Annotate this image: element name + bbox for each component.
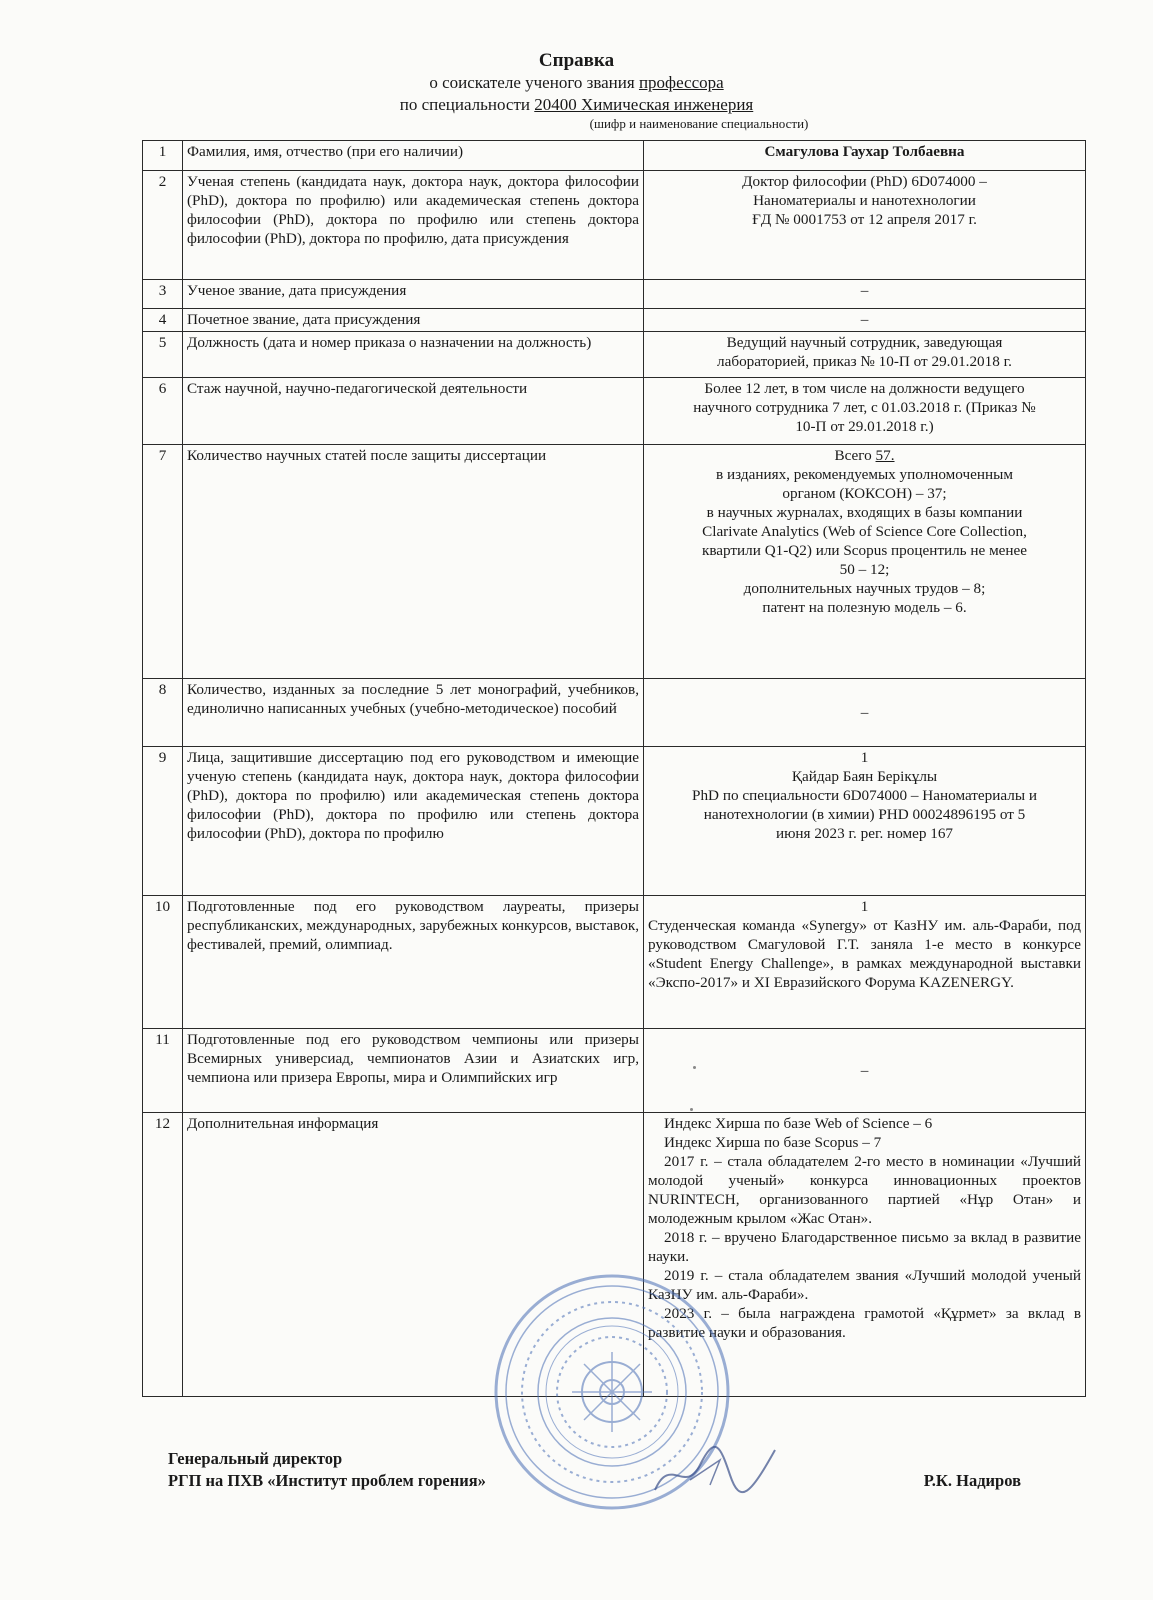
- table-row: [143, 309, 1086, 332]
- row-label: Подготовленные под его руководством лауреаты, призеры республиканских, международных, зарубежных конкурсов, выставок, фестивалей, премий, олимпиад.: [183, 896, 644, 1029]
- specialty-line: [0, 94, 1153, 116]
- value-line: 1: [860, 749, 869, 766]
- row-value: [644, 747, 1086, 896]
- row-value: [644, 445, 1086, 679]
- value-line: Доктор философии (PhD) 6D074000 –: [742, 173, 987, 190]
- row-label: Фамилия, имя, отчество (при его наличии): [183, 141, 644, 171]
- row-label: Количество научных статей после защиты диссертации: [183, 445, 644, 679]
- value-total: 57.: [875, 447, 895, 464]
- value-line: Более 12 лет, в том числе на должности ведущего: [704, 380, 1025, 397]
- row-number: 3: [143, 280, 183, 309]
- row-number: 10: [143, 896, 183, 1029]
- value-text: Студенческая команда «Synergy» от КазНУ им. аль-Фараби, под руководством Смагуловой Г.Т. заняла 1-е место в конкурсе «Student Energy Challenge», в рамках международной выставки «Экспо-2017» и XI Евразийского Форума KAZENERGY.: [648, 917, 1081, 991]
- value-count: 1: [860, 898, 869, 915]
- info-table: [142, 140, 1086, 1397]
- additional-info-paragraph: 2017 г. – стала обладателем 2-го место в номинации «Лучший молодой ученый» конкурса инновационных проектов NURINTECH, организованного партией «Нұр Отан» и молодежным крылом «Жас Отан».: [648, 1153, 1081, 1227]
- row-number: 6: [143, 378, 183, 445]
- candidate-title-value: профессора: [638, 73, 724, 92]
- row-label: Стаж научной, научно-педагогической деятельности: [183, 378, 644, 445]
- row-number: 9: [143, 747, 183, 896]
- row-label: Должность (дата и номер приказа о назначении на должность): [183, 332, 644, 378]
- row-number: 11: [143, 1029, 183, 1113]
- value-line: Қайдар Баян Берікұлы: [791, 768, 938, 785]
- value-line: Смагулова Гаухар Толбаевна: [764, 143, 965, 160]
- value-line: PhD по специальности 6D074000 – Наноматериалы и: [692, 787, 1037, 804]
- table-row: [143, 679, 1086, 747]
- value-line: патент на полезную модель – 6.: [762, 599, 967, 616]
- additional-info-paragraph: 2023 г. – была награждена грамотой «Құрмет» за вклад в развитие науки и образования.: [648, 1305, 1081, 1341]
- value-line: квартили Q1-Q2) или Scopus процентиль не менее: [701, 542, 1028, 559]
- value-line: –: [860, 1062, 869, 1079]
- row-number: 2: [143, 171, 183, 280]
- row-label: Количество, изданных за последние 5 лет монографий, учебников, единолично написанных учебных (учебно-методическое) пособий: [183, 679, 644, 747]
- value-line: 50 – 12;: [839, 561, 890, 578]
- value-line: –: [860, 311, 869, 328]
- additional-info-paragraph: 2019 г. – стала обладателем звания «Лучший молодой ученый КазНУ им. аль-Фараби».: [648, 1267, 1081, 1303]
- additional-info-paragraph: 2018 г. – вручено Благодарственное письмо за вклад в развитие науки.: [648, 1229, 1081, 1265]
- table-row: [143, 445, 1086, 679]
- row-number: 8: [143, 679, 183, 747]
- row-value: [644, 141, 1086, 171]
- candidate-title-line: [0, 72, 1153, 94]
- specialty-prefix: по специальности: [399, 95, 535, 114]
- row-value: [644, 171, 1086, 280]
- row-number: 5: [143, 332, 183, 378]
- specialty-value: 20400 Химическая инженерия: [534, 95, 754, 114]
- signatory-position: [168, 1448, 486, 1492]
- value-line: –: [860, 282, 869, 299]
- value-total-prefix: Всего: [834, 447, 876, 464]
- signatory-position-line: Генеральный директор: [168, 1449, 343, 1468]
- value-line: научного сотрудника 7 лет, с 01.03.2018 г. (Приказ №: [693, 399, 1036, 416]
- specialty-note: (шифр и наименование специальности): [589, 116, 809, 131]
- value-line: органом (КОКСОН) – 37;: [782, 485, 947, 502]
- row-label: Лица, защитившие диссертацию под его руководством и имеющие ученую степень (кандидата наук, доктора наук, доктора философии (PhD), доктора по профилю) или академическая степень доктора философии (PhD), доктора по профилю или степень доктора философии (PhD), доктора по профилю: [183, 747, 644, 896]
- value-line: в изданиях, рекомендуемых уполномоченным: [716, 466, 1013, 483]
- table-row: [143, 332, 1086, 378]
- document-heading: [0, 50, 1153, 132]
- table-row: [143, 171, 1086, 280]
- row-label: Ученая степень (кандидата наук, доктора наук, доктора философии (PhD), доктора по профилю) или академическая степень доктора философии (PhD), доктора по профилю или степень доктора философии (PhD), доктора по профилю, дата присуждения: [183, 171, 644, 280]
- row-value: [644, 679, 1086, 747]
- value-line: Clarivate Analytics (Web of Science Core Collection,: [702, 523, 1027, 540]
- row-number: 12: [143, 1113, 183, 1397]
- value-line: дополнительных научных трудов – 8;: [743, 580, 986, 597]
- additional-info-paragraph: Индекс Хирша по базе Web of Science – 6: [664, 1115, 933, 1132]
- table-row: [143, 141, 1086, 171]
- signature-icon: [650, 1435, 780, 1505]
- row-number: 1: [143, 141, 183, 171]
- scan-speck: [693, 1066, 696, 1069]
- table-row: [143, 280, 1086, 309]
- value-line: Наноматериалы и нанотехнологии: [753, 192, 976, 209]
- row-label: Ученое звание, дата присуждения: [183, 280, 644, 309]
- value-total-line: [648, 446, 1081, 465]
- row-value: [644, 332, 1086, 378]
- row-value: [644, 280, 1086, 309]
- row-value: [644, 896, 1086, 1029]
- row-number: 7: [143, 445, 183, 679]
- table-row: [143, 747, 1086, 896]
- table-row: [143, 378, 1086, 445]
- additional-info-paragraph: Индекс Хирша по базе Scopus – 7: [664, 1134, 882, 1151]
- row-value: [644, 1029, 1086, 1113]
- value-line: нанотехнологии (в химии) PHD 00024896195 от 5: [703, 806, 1026, 823]
- row-label: Подготовленные под его руководством чемпионы или призеры Всемирных универсиад, чемпионатов Азии и Азиатских игр, чемпиона или призера Европы, мира и Олимпийских игр: [183, 1029, 644, 1113]
- signatory-position-line: РГП на ПХВ «Институт проблем горения»: [168, 1471, 486, 1490]
- signatory-name: Р.К. Надиров: [923, 1471, 1021, 1490]
- value-line: лабораторией, приказ № 10-П от 29.01.2018 г.: [717, 353, 1012, 370]
- table-row: [143, 896, 1086, 1029]
- row-label: Дополнительная информация: [183, 1113, 644, 1397]
- row-value: [644, 378, 1086, 445]
- value-line: Ведущий научный сотрудник, заведующая: [726, 334, 1003, 351]
- table-row: [143, 1029, 1086, 1113]
- row-label: Почетное звание, дата присуждения: [183, 309, 644, 332]
- value-line: ҒД № 0001753 от 12 апреля 2017 г.: [752, 211, 977, 228]
- value-line: в научных журналах, входящих в базы компании: [706, 504, 1023, 521]
- candidate-title-prefix: о соискателе ученого звания: [429, 73, 639, 92]
- value-line: 10-П от 29.01.2018 г.): [795, 418, 934, 435]
- row-number: 4: [143, 309, 183, 332]
- value-line: –: [860, 704, 869, 721]
- scan-speck: [690, 1108, 693, 1111]
- value-line: июня 2023 г. рег. номер 167: [775, 825, 954, 842]
- row-value: [644, 309, 1086, 332]
- document-title: Справка: [538, 50, 615, 71]
